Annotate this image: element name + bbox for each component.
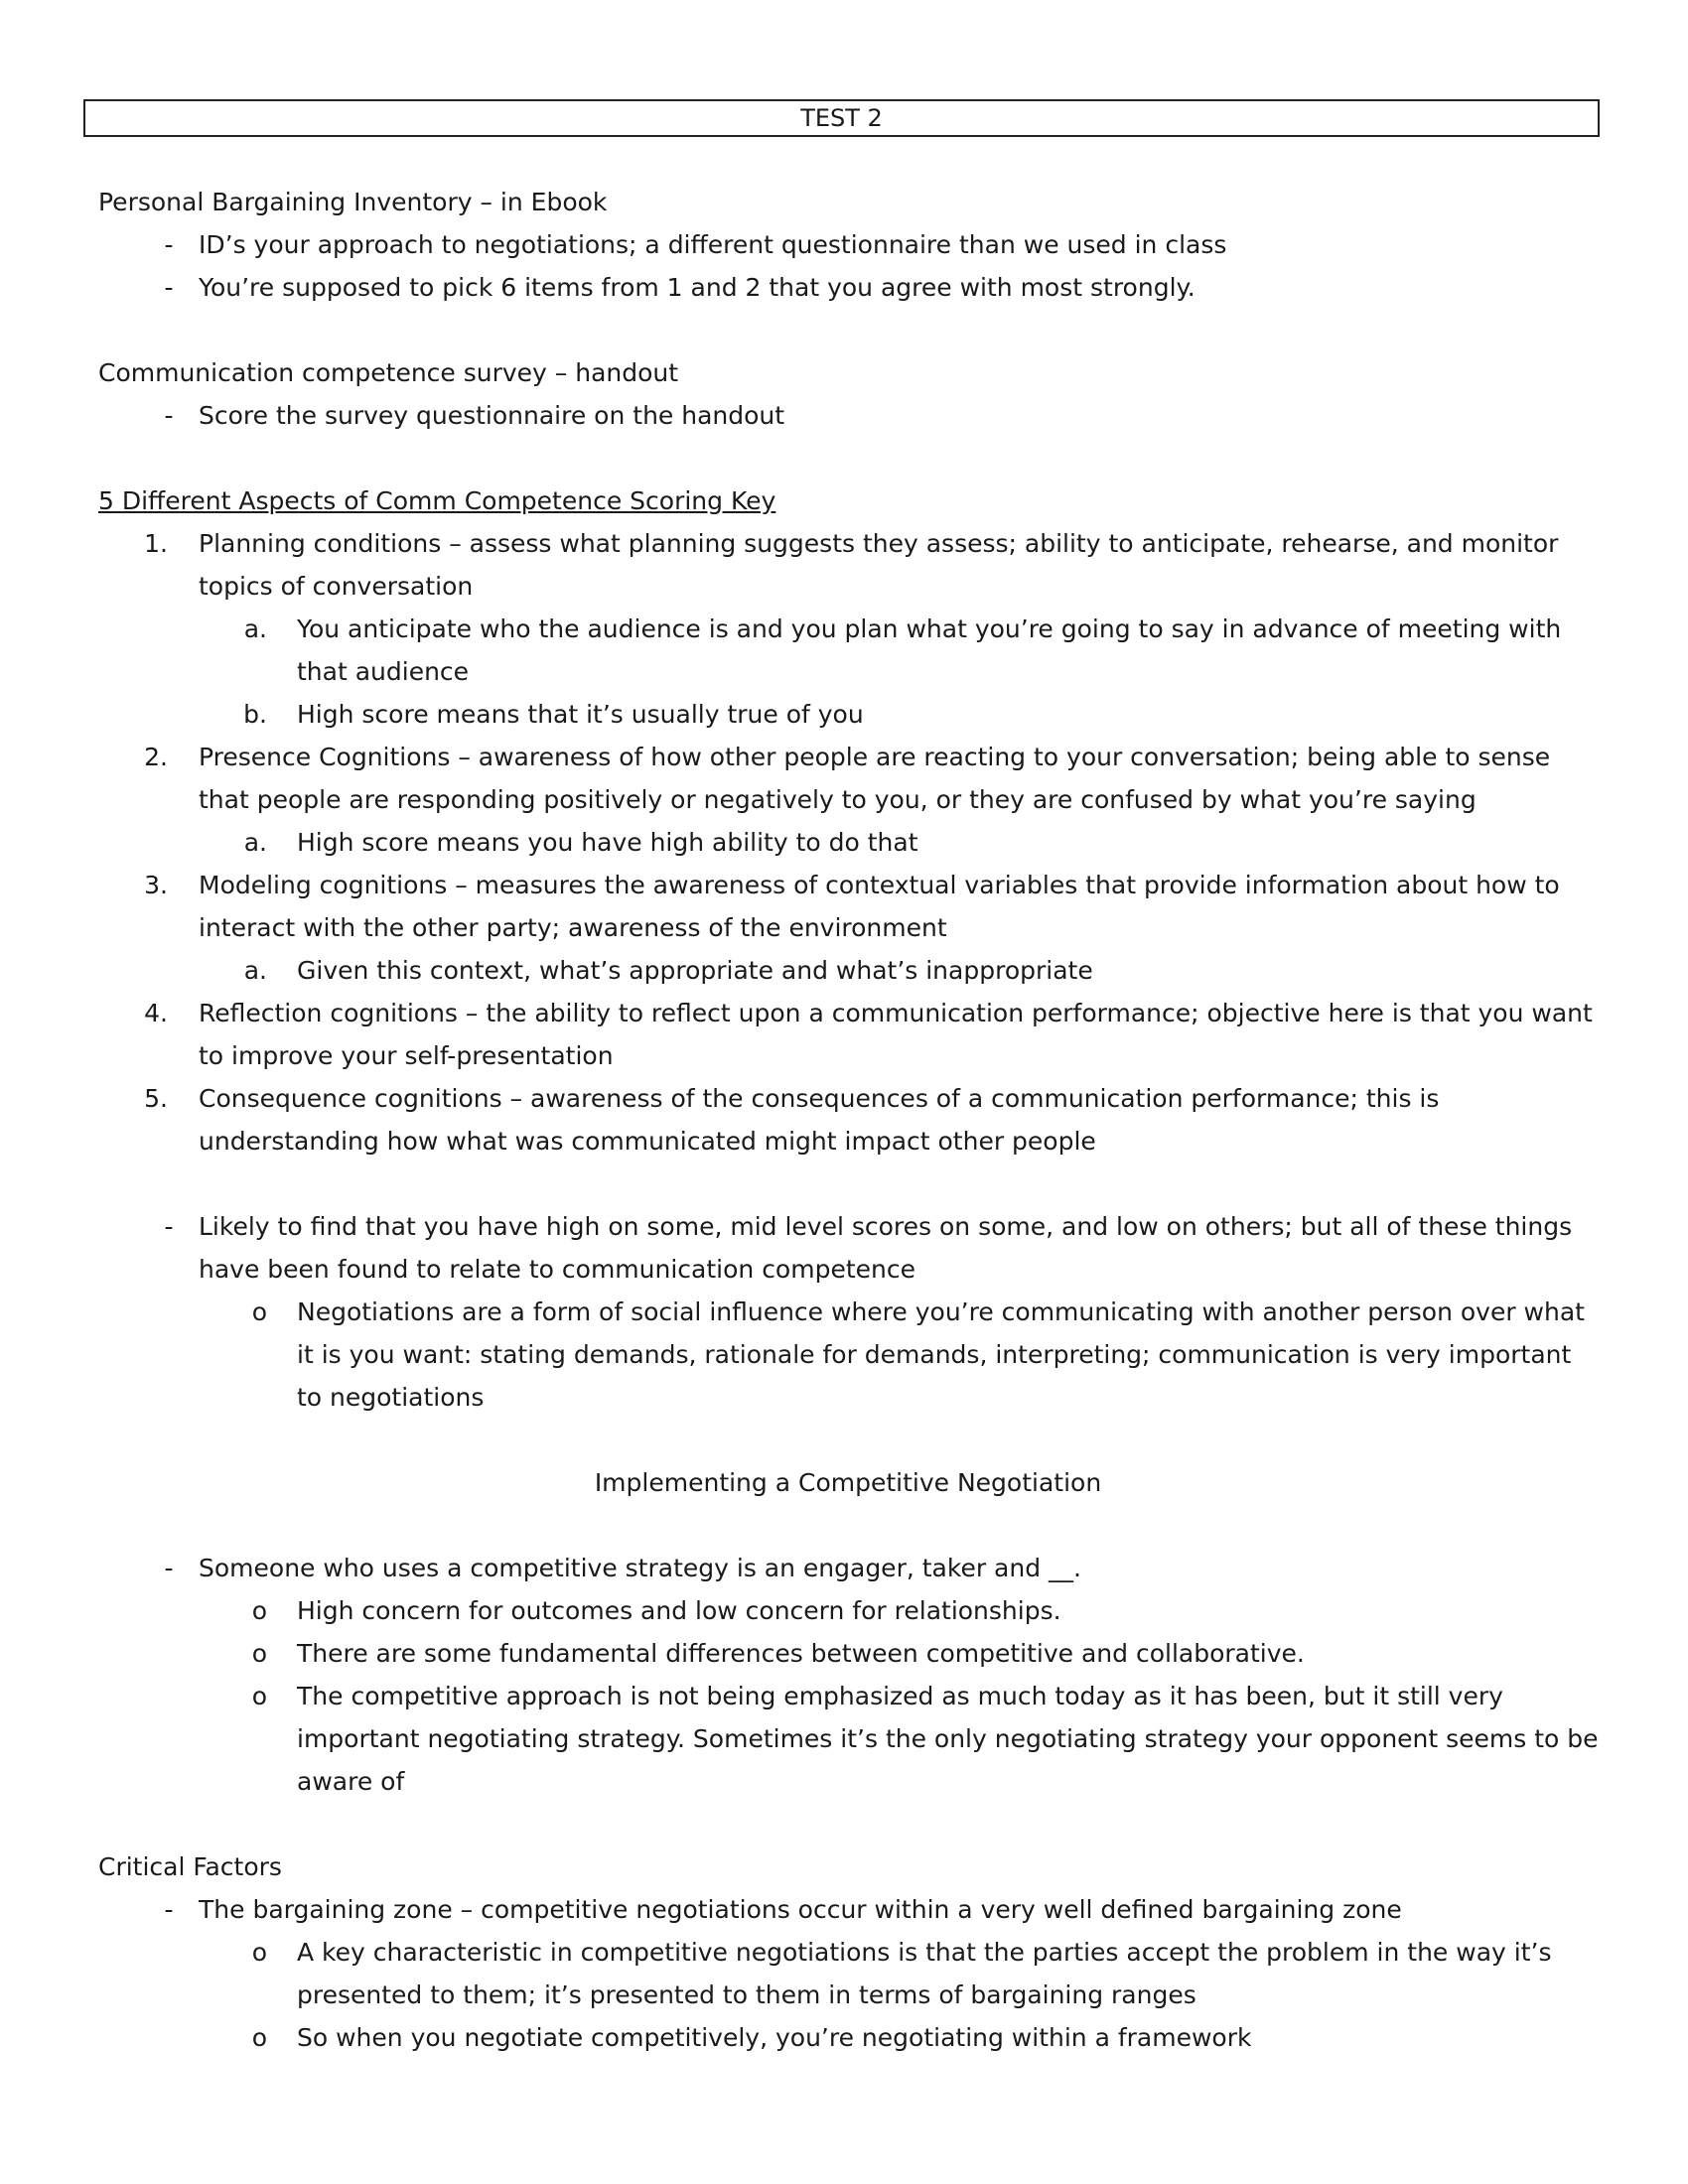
continuation-line: aware of [297, 1767, 405, 1796]
sub-list-item: o High concern for outcomes and low concern for relationships. [98, 1589, 1598, 1632]
continuation-line: understanding how what was communicated might impact other people [199, 1127, 1096, 1156]
list-item: - The bargaining zone – competitive negotiations occur within a very well defined bargaining zone [98, 1888, 1598, 1931]
circle-bullet: o [251, 1682, 267, 1710]
numbered-item: 4. Reflection cognitions – the ability to reflect upon a communication performance; objective here is that you want [144, 999, 1593, 1027]
continuation-line: have been found to relate to communication competence [199, 1255, 915, 1284]
circle-bullet: o [251, 1297, 267, 1326]
numbered-item: 2. Presence Cognitions – awareness of how other people are reacting to your conversation; being able to sense [144, 743, 1551, 771]
sub-list-item: o The competitive approach is not being emphasized as much today as it has been, but it still very [98, 1675, 1598, 1717]
list-item: - You’re supposed to pick 6 items from 1 and 2 that you agree with most strongly. [98, 266, 1598, 309]
list-item: - Likely to find that you have high on some, mid level scores on some, and low on others; but all of these things [98, 1205, 1598, 1248]
document-body [98, 181, 1598, 2059]
dash-bullet: - [164, 1212, 174, 1241]
numbered-item: 3. Modeling cognitions – measures the awareness of contextual variables that provide information about how to [144, 871, 1560, 899]
continuation-line: that people are responding positively or negatively to you, or they are confused by what you’re saying [199, 785, 1477, 814]
list-item: - ID’s your approach to negotiations; a different questionnaire than we used in class [98, 223, 1598, 266]
dash-bullet: - [164, 273, 174, 302]
section-heading: Critical Factors [98, 1852, 282, 1881]
dash-bullet: - [164, 230, 174, 259]
continuation-line: presented to them; it’s presented to them in terms of bargaining ranges [297, 1980, 1196, 2009]
circle-bullet: o [251, 1938, 267, 1967]
dash-bullet: - [164, 1895, 174, 1924]
page-title: TEST 2 [83, 99, 1600, 137]
continuation-line: to improve your self-presentation [199, 1041, 614, 1070]
sub-list-item: o A key characteristic in competitive negotiations is that the parties accept the problem in the way it’s [98, 1931, 1598, 1974]
continuation-line: it is you want: stating demands, rationale for demands, interpreting; communication is very important [297, 1340, 1572, 1369]
continuation-line: interact with the other party; awareness of the environment [199, 913, 947, 942]
lettered-item: b. High score means that it’s usually true of you [243, 700, 864, 729]
lettered-item: a. You anticipate who the audience is and you plan what you’re going to say in advance of meeting with [243, 614, 1562, 643]
continuation-line: topics of conversation [199, 572, 474, 601]
sub-list-item: o There are some fundamental differences between competitive and collaborative. [98, 1632, 1598, 1675]
dash-bullet: - [164, 401, 174, 430]
lettered-item: a. Given this context, what’s appropriate and what’s inappropriate [243, 956, 1093, 985]
list-item: - Score the survey questionnaire on the handout [98, 394, 1598, 437]
continuation-line: to negotiations [297, 1383, 485, 1412]
circle-bullet: o [251, 1639, 267, 1668]
section-heading-centered: Implementing a Competitive Negotiation [594, 1468, 1102, 1497]
sub-list-item: o So when you negotiate competitively, you’re negotiating within a framework [98, 2016, 1598, 2059]
circle-bullet: o [251, 1596, 267, 1625]
circle-bullet: o [251, 2023, 267, 2052]
section-heading: Communication competence survey – handout [98, 358, 679, 387]
numbered-item: 5. Consequence cognitions – awareness of the consequences of a communication performance; this is [144, 1084, 1440, 1113]
dash-bullet: - [164, 1554, 174, 1582]
numbered-item: 1. Planning conditions – assess what planning suggests they assess; ability to anticipate, rehearse, and monitor [144, 529, 1559, 558]
lettered-item: a. High score means you have high ability to do that [243, 828, 918, 857]
section-heading: Personal Bargaining Inventory – in Ebook [98, 188, 608, 216]
sub-list-item: o Negotiations are a form of social influence where you’re communicating with another person over what [98, 1291, 1598, 1333]
section-heading: 5 Different Aspects of Comm Competence Scoring Key [98, 486, 776, 515]
list-item: - Someone who uses a competitive strategy is an engager, taker and __. [98, 1547, 1598, 1589]
continuation-line: important negotiating strategy. Sometimes it’s the only negotiating strategy your opponent seems to be [297, 1724, 1599, 1753]
continuation-line: that audience [297, 657, 470, 686]
